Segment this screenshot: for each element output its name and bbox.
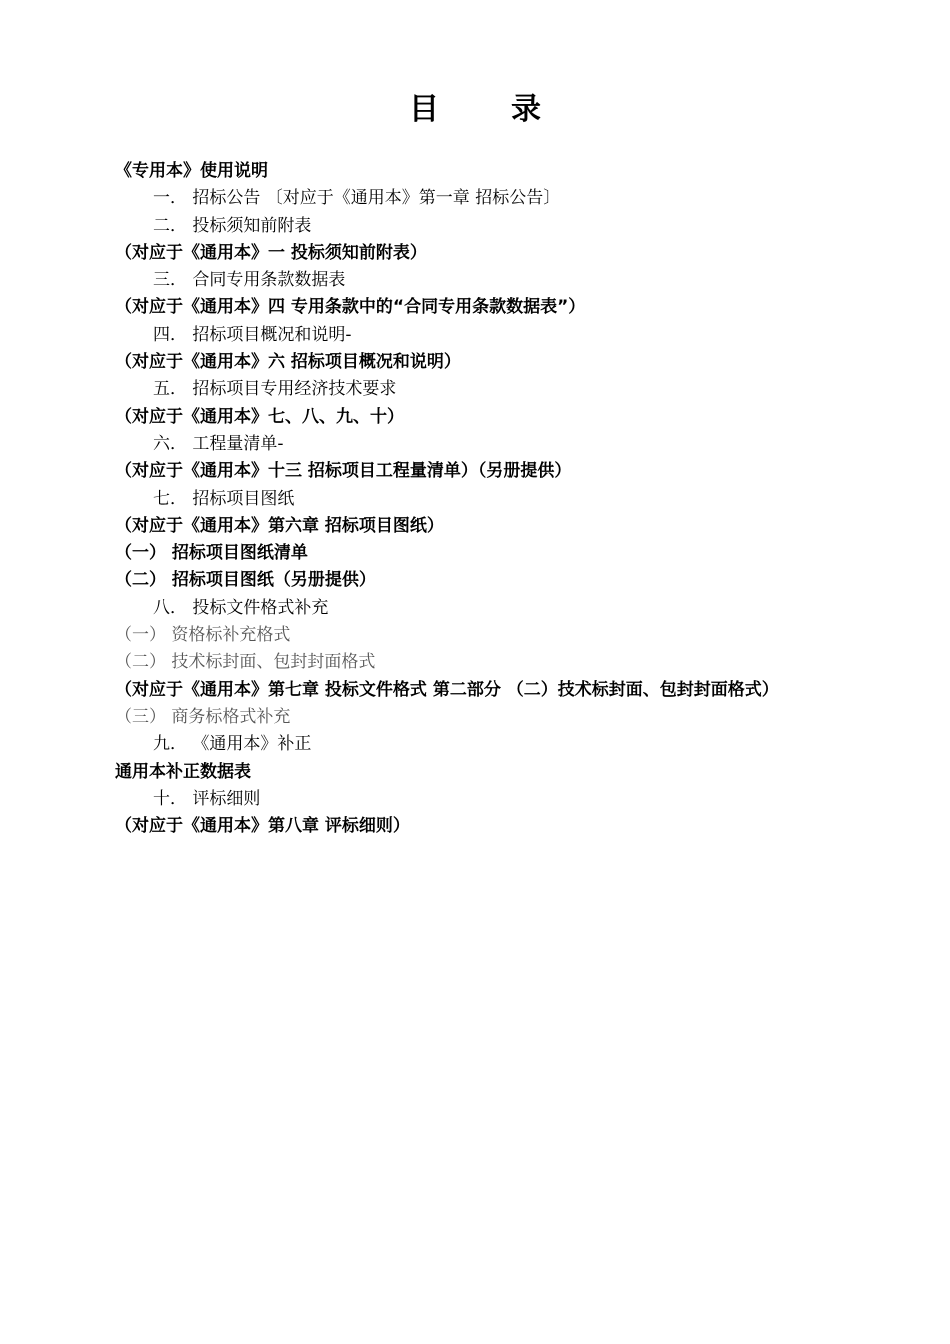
toc-entry-usage-notes[interactable]: 《专用本》使用说明 [115, 161, 268, 181]
toc-entry-2-reference: （对应于《通用本》一 投标须知前附表） [115, 242, 427, 263]
toc-subentry-8-3-commercial-format[interactable]: （三） 商务标格式补充 [115, 706, 291, 727]
toc-entry-7-reference: （对应于《通用本》第六章 招标项目图纸） [115, 515, 444, 536]
toc-entry-1-tender-notice[interactable]: 一． 招标公告 〔对应于《通用本》第一章 招标公告〕 [153, 188, 561, 209]
toc-entry-2-bidder-instructions[interactable]: 二． 投标须知前附表 [153, 215, 312, 236]
table-of-contents [115, 158, 855, 840]
toc-entry-7-drawings[interactable]: 七． 招标项目图纸 [153, 488, 295, 509]
toc-entry-9-corrections[interactable]: 九． 《通用本》补正 [153, 734, 312, 755]
toc-entry-3-reference: （对应于《通用本》四 专用条款中的“合同专用条款数据表”） [115, 297, 586, 318]
toc-entry-5-reference: （对应于《通用本》七、八、九、十） [115, 406, 404, 427]
toc-subentry-7-2-drawings[interactable]: （二） 招标项目图纸（另册提供） [115, 570, 376, 591]
toc-subentry-8-2-technical-cover[interactable]: （二） 技术标封面、包封封面格式 [115, 652, 376, 673]
title-char-2: 录 [511, 92, 541, 127]
toc-entry-5-technical-requirements[interactable]: 五． 招标项目专用经济技术要求 [153, 379, 397, 400]
toc-subentry-8-1-qualification-format[interactable]: （一） 资格标补充格式 [115, 625, 291, 646]
toc-entry-9-data-table[interactable]: 通用本补正数据表 [115, 761, 251, 782]
toc-entry-4-reference: （对应于《通用本》六 招标项目概况和说明） [115, 352, 461, 373]
page-title [0, 90, 950, 130]
toc-entry-4-project-overview[interactable]: 四． 招标项目概况和说明- [153, 324, 352, 345]
toc-entry-3-contract-data[interactable]: 三． 合同专用条款数据表 [153, 270, 346, 291]
toc-entry-6-reference: （对应于《通用本》十三 招标项目工程量清单）（另册提供） [115, 461, 572, 482]
toc-entry-6-bill-of-quantities[interactable]: 六． 工程量清单- [153, 433, 284, 454]
title-char-1: 目 [409, 92, 439, 127]
toc-entry-10-evaluation-rules[interactable]: 十． 评标细则 [153, 788, 261, 809]
toc-entry-8-bid-format[interactable]: 八． 投标文件格式补充 [153, 597, 329, 618]
toc-subentry-8-2-reference: （对应于《通用本》第七章 投标文件格式 第二部分 （二）技术标封面、包封封面格式） [115, 679, 779, 700]
toc-subentry-7-1-drawing-list[interactable]: （一） 招标项目图纸清单 [115, 543, 308, 564]
toc-entry-10-reference: （对应于《通用本》第八章 评标细则） [115, 816, 410, 837]
